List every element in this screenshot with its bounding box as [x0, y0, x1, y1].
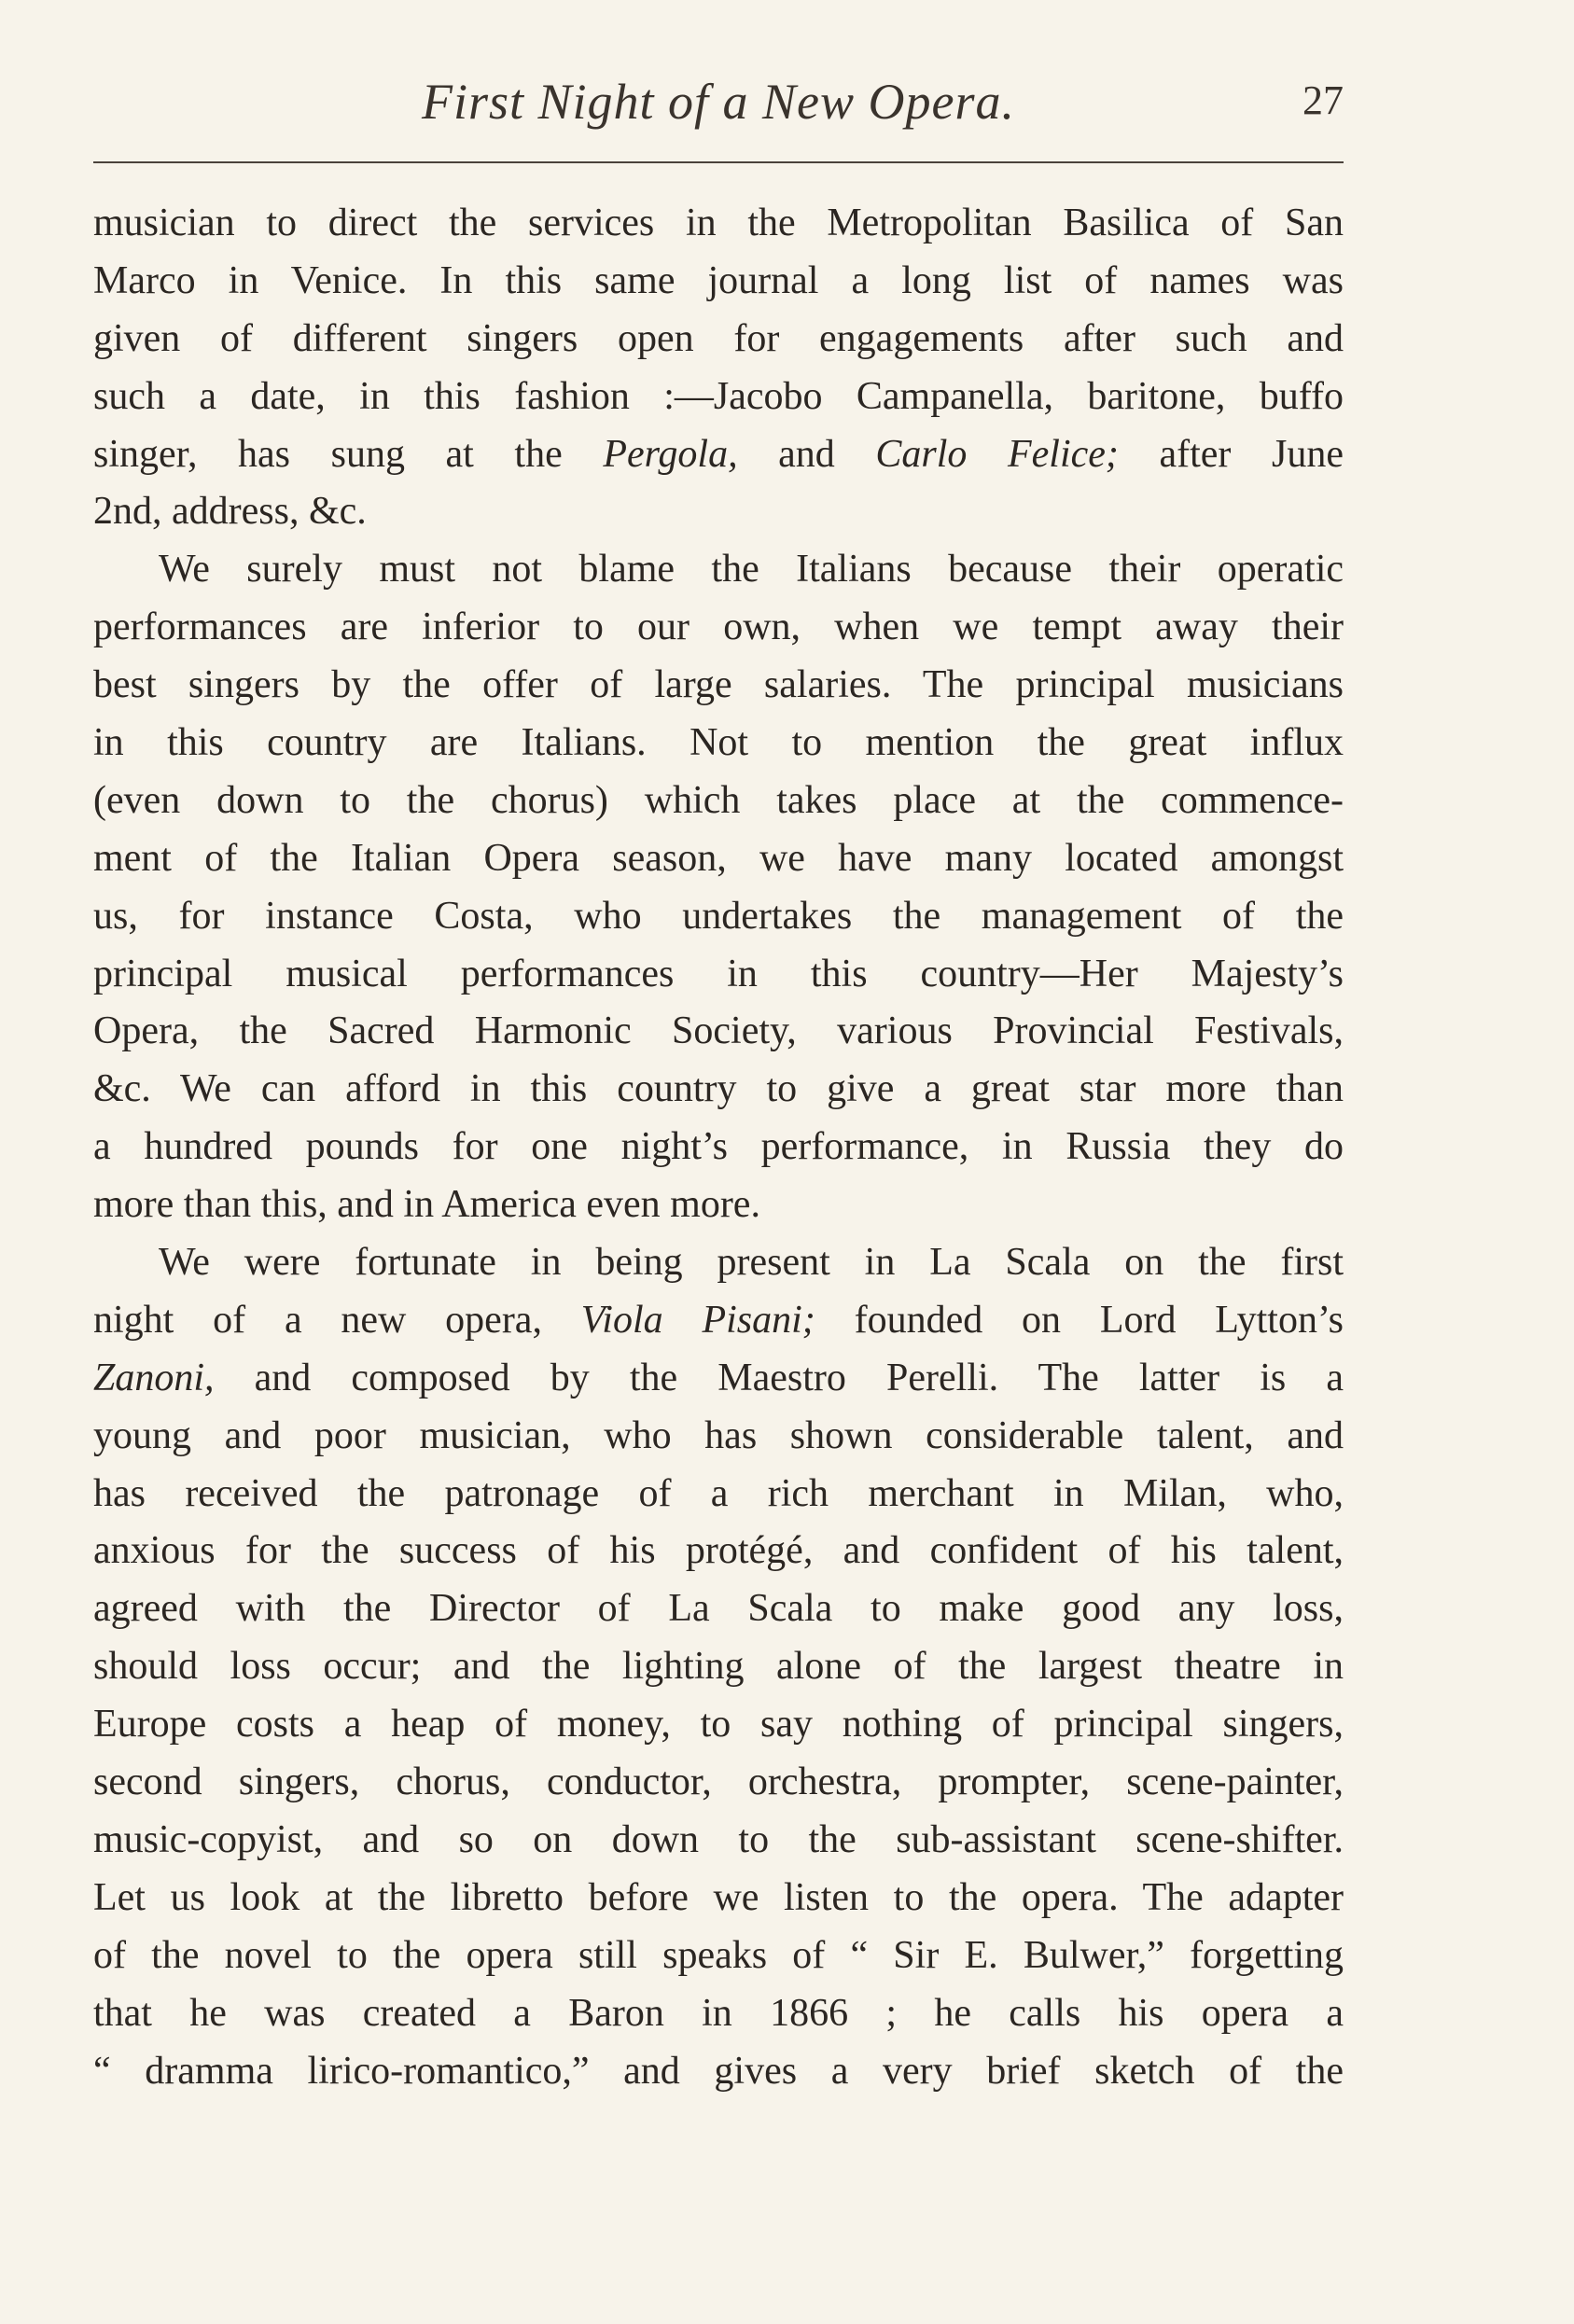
- text-line: [93, 369, 1344, 426]
- text-segment: second singers, chorus, conductor, orchestra, prompter, scene-painter,: [93, 1760, 1344, 1804]
- text-line: [93, 1927, 1344, 1985]
- text-line: [93, 2043, 1344, 2101]
- text-segment: a hundred pounds for one night’s performance, in Russia they do: [93, 1125, 1344, 1169]
- text-line: [93, 1176, 1344, 1234]
- italic-text: Pergola,: [603, 432, 738, 476]
- text-line: [93, 1292, 1344, 1350]
- text-segment: Let us look at the libretto before we listen to the opera. The adapter: [93, 1875, 1344, 1919]
- text-segment: more than this, and in America even more.: [93, 1183, 760, 1227]
- text-line: [93, 715, 1344, 772]
- text-segment: given of different singers open for engagements after such and: [93, 316, 1344, 360]
- text-segment: ment of the Italian Opera season, we have many located amongst: [93, 836, 1344, 880]
- text-line: [93, 1580, 1344, 1638]
- page-header: [93, 73, 1344, 138]
- text-line: [93, 1003, 1344, 1061]
- text-segment: should loss occur; and the lighting alone of the largest theatre in: [93, 1645, 1344, 1689]
- text-segment: performances are inferior to our own, when we tempt away their: [93, 605, 1344, 649]
- text-segment: of the novel to the opera still speaks of “ Sir E. Bulwer,” forgetting: [93, 1933, 1344, 1977]
- text-segment: musician to direct the services in the Metropolitan Basilica of San: [93, 202, 1344, 244]
- text-line: [93, 599, 1344, 657]
- text-segment: that he was created a Baron in 1866 ; he calls his opera a: [93, 1991, 1344, 2035]
- text-segment: “ dramma lirico-romantico,” and gives a very brief sketch of the: [93, 2049, 1344, 2093]
- text-segment: us, for instance Costa, who undertakes the management of the: [93, 894, 1344, 938]
- text-segment: 2nd, address, &c.: [93, 490, 367, 534]
- text-segment: Opera, the Sacred Harmonic Society, various Provincial Festivals,: [93, 1009, 1344, 1053]
- text-segment: night of a new opera,: [93, 1298, 581, 1342]
- text-line: [93, 311, 1344, 369]
- text-line: [93, 1696, 1344, 1754]
- text-segment: singer, has sung at the: [93, 432, 604, 476]
- text-segment: music-copyist, and so on down to the sub-assistant scene-shifter.: [93, 1817, 1344, 1861]
- text-line: [93, 657, 1344, 715]
- text-line: [93, 1466, 1344, 1524]
- text-line: [93, 1985, 1344, 2043]
- text-segment: principal musical performances in this country—Her Majesty’s: [93, 952, 1344, 995]
- text-segment: young and poor musician, who has shown considerable talent, and: [93, 1413, 1344, 1457]
- text-segment: and composed by the Maestro Perelli. The latter is a: [214, 1356, 1344, 1399]
- text-segment: has received the patronage of a rich merchant in Milan, who,: [93, 1471, 1344, 1515]
- text-line: [93, 1119, 1344, 1176]
- text-line: [93, 1350, 1344, 1408]
- text-line: [93, 541, 1344, 599]
- text-line: [93, 1061, 1344, 1119]
- text-line: [93, 253, 1344, 311]
- text-segment: (even down to the chorus) which takes place at the commence-: [93, 778, 1344, 822]
- text-line: [93, 1638, 1344, 1696]
- text-line: [93, 1523, 1344, 1580]
- text-segment: anxious for the success of his protégé, and confident of his talent,: [93, 1529, 1344, 1573]
- text-segment: agreed with the Director of La Scala to make good any loss,: [93, 1587, 1344, 1631]
- text-line: [93, 1754, 1344, 1812]
- text-line: [93, 888, 1344, 946]
- running-title: First Night of a New Opera.: [421, 74, 1016, 130]
- text-line: [93, 1234, 1344, 1292]
- text-line: [93, 1408, 1344, 1466]
- italic-text: Viola Pisani;: [580, 1298, 815, 1342]
- text-segment: such a date, in this fashion :—Jacobo Campanella, baritone, buffo: [93, 374, 1344, 418]
- text-line: [93, 946, 1344, 1004]
- text-segment: Marco in Venice. In this same journal a long list of names was: [93, 258, 1344, 302]
- text-segment: founded on Lord Lytton’s: [815, 1298, 1344, 1342]
- text-line: [93, 772, 1344, 830]
- italic-text: Zanoni,: [93, 1356, 215, 1399]
- text-segment: We surely must not blame the Italians because their operatic: [159, 548, 1344, 591]
- text-line: [93, 1812, 1344, 1870]
- text-segment: and: [737, 432, 876, 476]
- text-segment: &c. We can afford in this country to give a great star more than: [93, 1067, 1344, 1111]
- text-line: [93, 195, 1344, 253]
- text-segment: We were fortunate in being present in La Scala on the first: [159, 1241, 1344, 1285]
- text-line: [93, 830, 1344, 888]
- text-segment: Europe costs a heap of money, to say nothing of principal singers,: [93, 1703, 1344, 1746]
- text-line: [93, 483, 1344, 541]
- header-rule: [93, 161, 1344, 163]
- text-line: [93, 1870, 1344, 1927]
- text-segment: best singers by the offer of large salaries. The principal musicians: [93, 663, 1344, 707]
- text-segment: in this country are Italians. Not to mention the great influx: [93, 721, 1344, 765]
- body-text: [93, 195, 1344, 2100]
- text-segment: after June: [1118, 432, 1344, 476]
- page-number: 27: [1302, 77, 1344, 123]
- italic-text: Carlo Felice;: [875, 432, 1119, 476]
- text-line: [93, 426, 1344, 484]
